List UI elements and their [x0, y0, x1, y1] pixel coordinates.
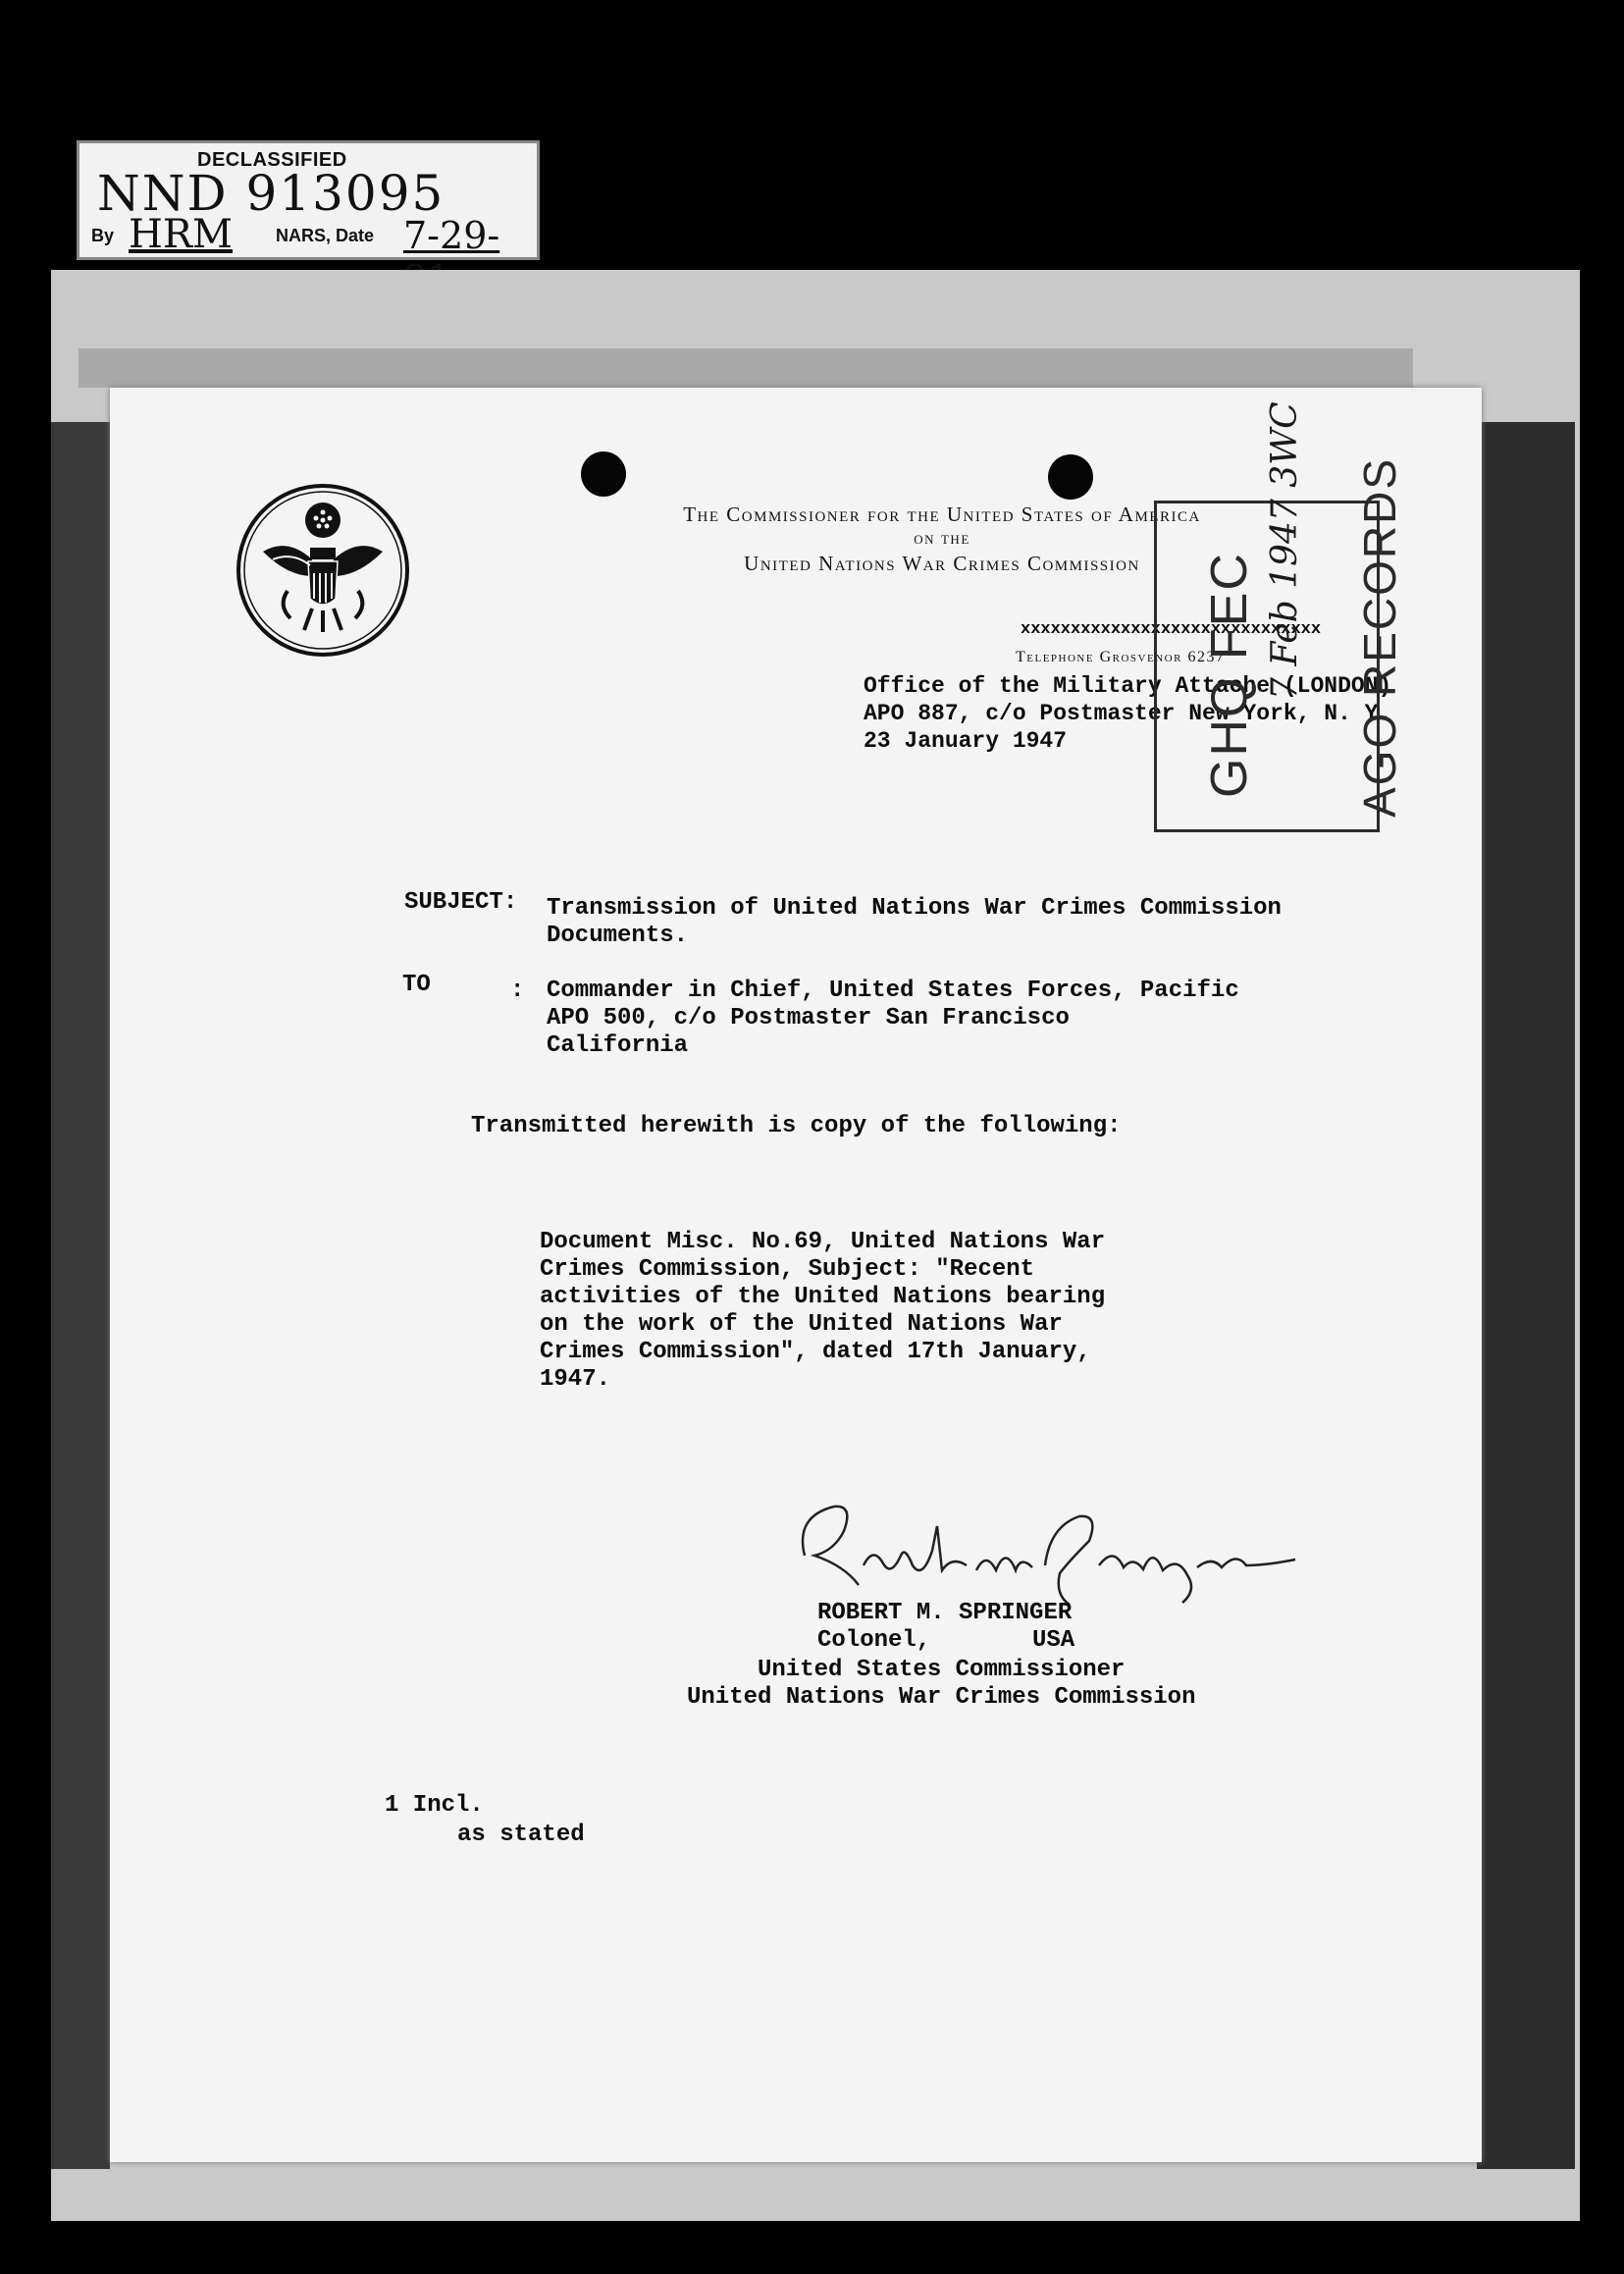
body-intro: Transmitted herewith is copy of the following:: [471, 1113, 1122, 1139]
document-line-4: on the work of the United Nations War: [540, 1311, 1063, 1338]
telephone-line: Telephone Grosvenor 6237: [1016, 649, 1226, 665]
subject-line-2: Documents.: [547, 923, 689, 949]
stamp-text-left: GHQ FEC: [1201, 552, 1258, 798]
to-label: TO: [402, 972, 431, 998]
document-line-6: 1947.: [540, 1366, 611, 1393]
declass-by-label: By: [91, 226, 115, 245]
letter-date: 23 January 1947: [864, 728, 1068, 754]
letterhead-line-3: United Nations War Crimes Commission: [744, 552, 1140, 575]
stamp-text-right: AGO RECORDS: [1354, 456, 1405, 818]
subject-line-1: Transmission of United Nations War Crimes Commission: [547, 895, 1282, 922]
letterhead-line-1: The Commissioner for the United States of America: [683, 502, 1201, 526]
mount-strip: [79, 348, 1413, 388]
punch-hole-right: [1048, 454, 1093, 500]
signer-branch: USA: [1032, 1627, 1075, 1654]
mount-shadow-left: [51, 422, 110, 2169]
to-line-1: Commander in Chief, United States Forces, Pacific: [547, 978, 1239, 1004]
document-line-3: activities of the United Nations bearing: [540, 1284, 1106, 1310]
signer-name: ROBERT M. SPRINGER: [817, 1600, 1073, 1626]
letterhead-line-2: on the: [914, 528, 970, 548]
mount-shadow-right: [1477, 422, 1575, 2169]
declass-date: 7-29-: [403, 214, 500, 257]
punch-hole-left: [581, 451, 626, 497]
struck-address-line: xxxxxxxxxxxxxxxxxxxxxxxxxxxxxx: [1021, 620, 1322, 639]
declass-authority: NND 913095: [97, 165, 445, 222]
subject-label: SUBJECT:: [404, 889, 518, 916]
signer-title-1: United States Commissioner: [758, 1657, 1126, 1683]
declass-nars-label: NARS, Date: [276, 226, 375, 245]
to-colon: :: [510, 978, 525, 1004]
document-line-2: Crimes Commission, Subject: "Recent: [540, 1256, 1035, 1283]
enclosure-line-1: 1 Incl.: [385, 1792, 484, 1819]
enclosure-line-2: as stated: [457, 1822, 585, 1848]
document-line-5: Crimes Commission", dated 17th January,: [540, 1339, 1091, 1365]
great-seal-icon: [234, 483, 412, 658]
address-line-1: Office of the Military Attache (LONDON): [864, 673, 1392, 699]
stamp-handwritten-date: 7 Feb 1947 3WC: [1265, 401, 1305, 700]
declassified-heading: DECLASSIFIED: [197, 149, 347, 171]
received-stamp: [1154, 401, 1405, 832]
signer-title-2: United Nations War Crimes Commission: [687, 1684, 1196, 1711]
document-line-1: Document Misc. No.69, United Nations War: [540, 1229, 1106, 1255]
to-line-3: California: [547, 1032, 689, 1059]
declass-by-value: HRM: [129, 212, 233, 257]
declassification-stamp: [77, 140, 540, 260]
address-line-2: APO 887, c/o Postmaster New York, N. Y.: [864, 701, 1392, 726]
handwritten-signature: [775, 1487, 1305, 1614]
signer-rank: Colonel,: [817, 1627, 931, 1654]
to-line-2: APO 500, c/o Postmaster San Francisco: [547, 1005, 1070, 1031]
